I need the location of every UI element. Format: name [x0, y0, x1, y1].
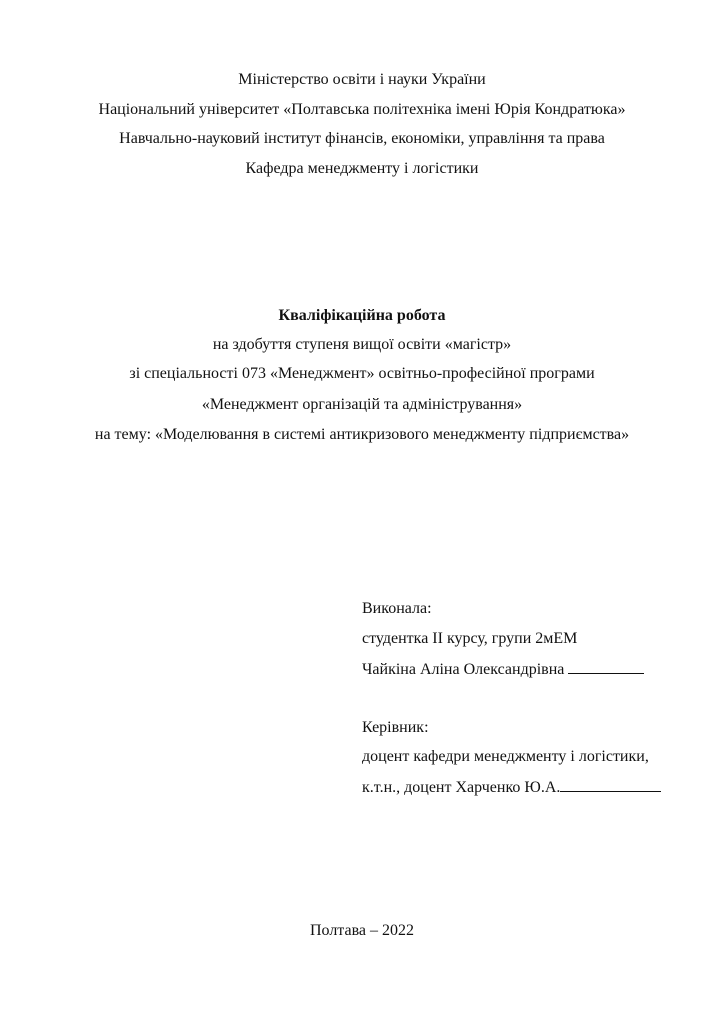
- specialty-line: зі спеціальності 073 «Менеджмент» освітньо-професійної програми: [129, 365, 595, 382]
- work-type-title: Кваліфікаційна робота: [278, 307, 446, 324]
- institute-line: Навчально-науковий інститут фінансів, економіки, управління та права: [119, 130, 605, 147]
- department-line: Кафедра менеджменту і логістики: [245, 160, 479, 177]
- topic-line: на тему: «Моделювання в системі антикризового менеджменту підприємства»: [94, 426, 630, 443]
- supervisor-position: доцент кафедри менеджменту і логістики,: [362, 748, 649, 765]
- degree-line: на здобуття ступеня вищої освіти «магістр»: [212, 336, 512, 353]
- author-position: студентка ІІ курсу, групи 2мЕМ: [362, 630, 578, 647]
- supervisor-label: Керівник:: [362, 719, 429, 736]
- university-line: Національний університет «Полтавська політехніка імені Юрія Кондратюка»: [98, 101, 626, 118]
- author-label: Виконала:: [362, 600, 432, 617]
- author-signature-line: [362, 659, 644, 680]
- ministry-line: Міністерство освіти і науки України: [238, 71, 486, 88]
- city-year: Полтава – 2022: [309, 922, 415, 939]
- program-line: «Менеджмент організацій та адміністрування»: [201, 396, 523, 413]
- author-name: Чайкіна Аліна Олександрівна: [362, 661, 565, 678]
- supervisor-signature-line: [362, 777, 661, 798]
- supervisor-signature-blank: [560, 777, 661, 792]
- author-signature-blank: [568, 659, 644, 674]
- supervisor-name: к.т.н., доцент Харченко Ю.А.: [362, 779, 561, 796]
